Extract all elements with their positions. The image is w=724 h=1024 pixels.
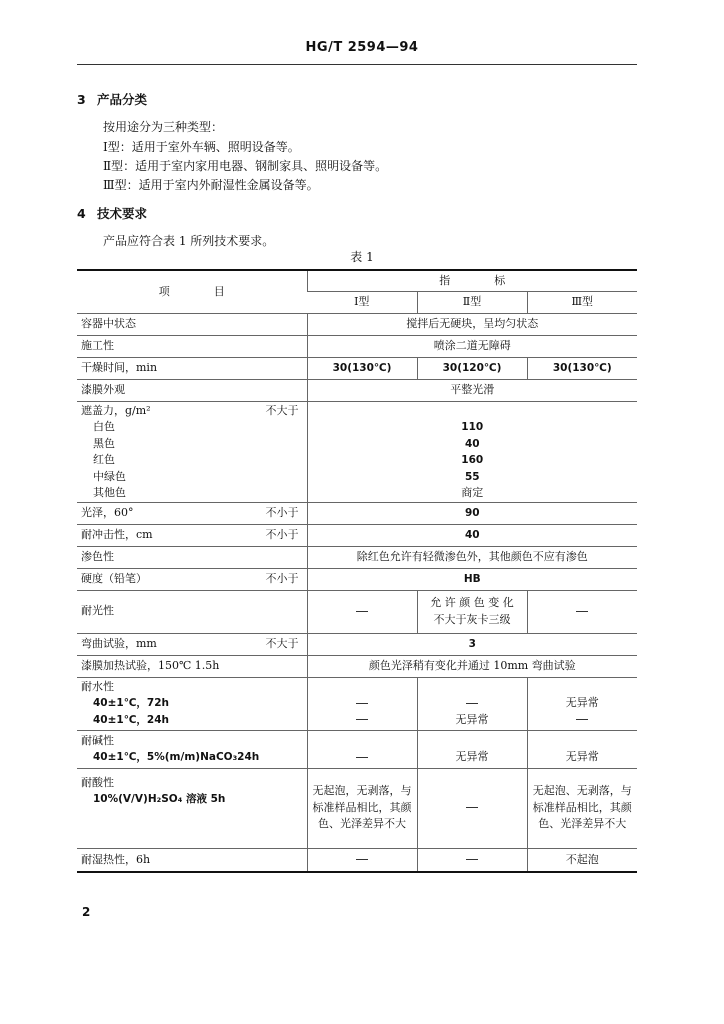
item-line bbox=[81, 403, 303, 420]
row-item bbox=[77, 502, 307, 524]
item-label: 硬度（铅笔） bbox=[81, 571, 147, 585]
row-value: 40 bbox=[307, 524, 637, 546]
qualifier: 不大于 bbox=[265, 636, 299, 650]
row-value-type-1 bbox=[307, 590, 417, 633]
paragraph-line: 产品应符合表 1 所列技术要求。 bbox=[103, 234, 275, 248]
table-row bbox=[77, 357, 637, 379]
item-label: 耐酸性 bbox=[81, 775, 114, 789]
row-value-type-1 bbox=[307, 730, 417, 768]
sub-value: 40 bbox=[464, 437, 480, 450]
sub-item: 白色 bbox=[93, 420, 115, 433]
row-item: 耐湿热性，6h bbox=[77, 848, 307, 872]
sub-item: 其他色 bbox=[93, 486, 126, 499]
value-line: 无异常 bbox=[565, 696, 599, 710]
row-value: 颜色光泽稍有变化并通过 10mm 弯曲试验 bbox=[307, 655, 637, 677]
sub-item: 黑色 bbox=[93, 436, 115, 450]
table-row bbox=[77, 655, 637, 677]
row-item bbox=[77, 768, 307, 848]
header-index: 指 标 bbox=[307, 270, 637, 291]
row-value-type-2 bbox=[417, 677, 527, 730]
section-title: 产品分类 bbox=[97, 92, 148, 107]
value-line: 允 许 颜 色 变 化 bbox=[430, 596, 514, 609]
dash-mark bbox=[356, 757, 368, 758]
row-value-type-1: 30(130℃) bbox=[307, 357, 417, 379]
dash-mark bbox=[466, 703, 478, 704]
row-value-type-2: 30(120℃) bbox=[417, 357, 527, 379]
dash-mark bbox=[576, 611, 588, 612]
sub-item: 中绿色 bbox=[93, 469, 126, 483]
dash-mark bbox=[356, 611, 368, 612]
row-value: 90 bbox=[307, 502, 637, 524]
row-value-type-1 bbox=[307, 677, 417, 730]
row-item bbox=[77, 677, 307, 730]
row-value-type-1 bbox=[307, 768, 417, 848]
spec-table bbox=[77, 269, 637, 873]
table-row bbox=[77, 335, 637, 357]
row-item bbox=[77, 401, 307, 502]
row-item: 容器中状态 bbox=[77, 313, 307, 335]
dash-mark bbox=[356, 719, 368, 720]
value-line: 无异常 bbox=[455, 750, 489, 763]
item-label: 耐水性 bbox=[81, 679, 114, 693]
item-label: 弯曲试验，mm bbox=[81, 636, 157, 650]
qualifier: 不小于 bbox=[265, 527, 299, 541]
section-4-heading bbox=[77, 204, 147, 222]
sub-item: 40±1℃，5%(m/m)NaCO₃24h bbox=[93, 751, 260, 763]
table-row bbox=[77, 502, 637, 524]
document-code: HG/T 2594—94 bbox=[305, 40, 419, 55]
value-line: 色、光泽差异不大 bbox=[538, 817, 627, 831]
sub-item: 40±1℃，72h bbox=[93, 697, 170, 710]
value-line: 无异常 bbox=[565, 750, 599, 763]
row-item bbox=[77, 568, 307, 590]
row-value-type-3 bbox=[527, 730, 637, 768]
header-type-3: Ⅲ型 bbox=[527, 291, 637, 313]
row-value: HB bbox=[307, 568, 637, 590]
item-label: 耐碱性 bbox=[81, 733, 114, 747]
paragraph-line: Ⅲ型：适用于室内外耐湿性金属设备等。 bbox=[103, 178, 319, 192]
dash-mark bbox=[356, 859, 368, 860]
sub-item: 40±1℃，24h bbox=[93, 713, 170, 726]
row-item bbox=[77, 730, 307, 768]
row-value-type-3: 不起泡 bbox=[527, 848, 637, 872]
table-row bbox=[77, 568, 637, 590]
row-item: 漆膜外观 bbox=[77, 379, 307, 401]
paragraph-line: Ⅱ型：适用于室内家用电器、钢制家具、照明设备等。 bbox=[103, 159, 388, 173]
section-title: 技术要求 bbox=[97, 206, 148, 221]
header-item: 项 目 bbox=[77, 270, 307, 313]
row-value: 3 bbox=[307, 633, 637, 655]
sub-item: 10%(V/V)H₂SO₄ 溶液 5h bbox=[93, 793, 226, 805]
paragraph-line: Ⅰ型：适用于室外车辆、照明设备等。 bbox=[103, 140, 300, 154]
sub-value: 商定 bbox=[461, 486, 484, 499]
dash-mark bbox=[356, 703, 368, 704]
row-value-type-2 bbox=[417, 730, 527, 768]
table-row bbox=[77, 546, 637, 568]
table-row bbox=[77, 633, 637, 655]
item-label: 光泽，60° bbox=[81, 505, 134, 519]
value-line: 无异常 bbox=[455, 712, 489, 726]
row-item: 干燥时间，min bbox=[77, 357, 307, 379]
value-line: 不大于灰卡三级 bbox=[433, 612, 511, 626]
row-value-type-1 bbox=[307, 848, 417, 872]
page-number: 2 bbox=[82, 905, 91, 919]
value-line: 无起泡、无剥落，与 bbox=[532, 784, 632, 798]
header-rule bbox=[77, 64, 637, 65]
sub-value: 160 bbox=[461, 454, 484, 466]
row-item: 渗色性 bbox=[77, 546, 307, 568]
sub-value: 110 bbox=[461, 421, 484, 433]
item-label: 耐冲击性，cm bbox=[81, 527, 153, 541]
header-type-2: Ⅱ型 bbox=[417, 291, 527, 313]
table-row bbox=[77, 590, 637, 633]
row-value-type-3 bbox=[527, 677, 637, 730]
qualifier: 不大于 bbox=[265, 403, 299, 417]
row-value: 除红色允许有轻微渗色外，其他颜色不应有渗色 bbox=[307, 546, 637, 568]
qualifier: 不小于 bbox=[265, 505, 299, 519]
table-row bbox=[77, 313, 637, 335]
section-number: 4 bbox=[77, 206, 86, 221]
row-value-type-2 bbox=[417, 848, 527, 872]
dash-mark bbox=[466, 807, 478, 808]
section-3-heading bbox=[77, 90, 147, 108]
table-row bbox=[77, 768, 637, 848]
row-item bbox=[77, 633, 307, 655]
table-row bbox=[77, 524, 637, 546]
row-value: 搅拌后无硬块，呈均匀状态 bbox=[307, 313, 637, 335]
sub-value: 55 bbox=[464, 470, 480, 483]
row-value-type-3 bbox=[527, 768, 637, 848]
paragraph-line: 按用途分为三种类型： bbox=[103, 120, 224, 134]
row-item bbox=[77, 524, 307, 546]
table-caption: 表 1 bbox=[350, 250, 374, 264]
row-item: 耐光性 bbox=[77, 590, 307, 633]
row-value: 平整光滑 bbox=[307, 379, 637, 401]
dash-mark bbox=[466, 859, 478, 860]
value-line: 色、光泽差异不大 bbox=[318, 817, 406, 831]
sub-item: 红色 bbox=[93, 453, 115, 466]
row-value-type-3 bbox=[527, 590, 637, 633]
table-row bbox=[77, 379, 637, 401]
qualifier: 不小于 bbox=[265, 571, 299, 585]
value-line: 标准样品相比，其颜 bbox=[532, 800, 632, 814]
value-line: 无起泡，无剥落，与 bbox=[312, 784, 412, 798]
row-value-type-3: 30(130℃) bbox=[527, 357, 637, 379]
section-number: 3 bbox=[77, 92, 86, 107]
row-value-type-2 bbox=[417, 768, 527, 848]
table-row bbox=[77, 730, 637, 768]
table-row bbox=[77, 848, 637, 872]
value-line: 标准样品相比，其颜 bbox=[312, 800, 412, 814]
table-header-row bbox=[77, 270, 637, 291]
row-value-type-2 bbox=[417, 590, 527, 633]
row-value bbox=[307, 401, 637, 502]
item-label: 遮盖力，g/m² bbox=[81, 403, 151, 417]
table-row bbox=[77, 677, 637, 730]
dash-mark bbox=[576, 719, 588, 720]
row-item: 施工性 bbox=[77, 335, 307, 357]
row-item: 漆膜加热试验，150℃ 1.5h bbox=[77, 655, 307, 677]
row-value: 喷涂二道无障碍 bbox=[307, 335, 637, 357]
table-row bbox=[77, 401, 637, 502]
header-type-1: Ⅰ型 bbox=[307, 291, 417, 313]
